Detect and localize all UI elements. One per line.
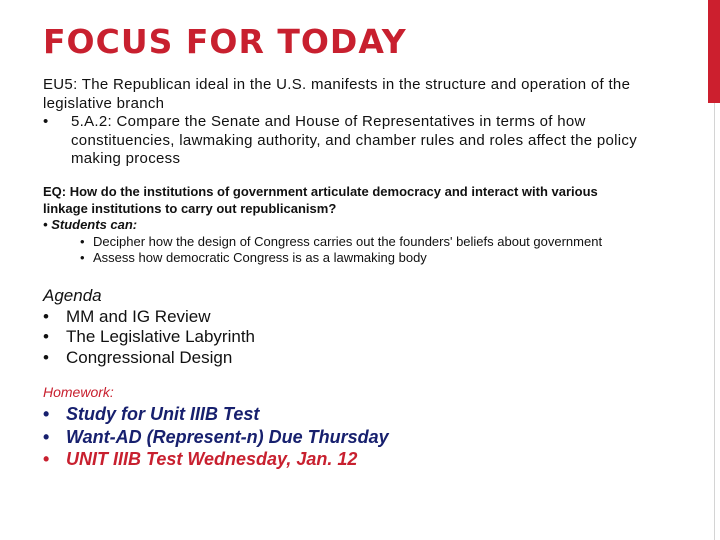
agenda-item [43, 327, 255, 348]
bullet-icon: • [43, 306, 49, 326]
agenda-item-text: The Legislative Labyrinth [66, 327, 256, 346]
eu-text: EU5: The Republican ideal in the U.S. manifests in the structure and operation of the legislative branch [43, 76, 631, 112]
objective-item [43, 234, 613, 251]
agenda-item-text: Congressional Design [66, 347, 233, 367]
agenda-item [43, 348, 255, 369]
homework-item [43, 426, 389, 449]
agenda-item [43, 307, 255, 328]
eq-question: EQ: How do the institutions of government articulate democracy and interact with various linkage institutions to carry out republicanism? [43, 184, 598, 216]
objective-text: Decipher how the design of Congress carries out the founders' beliefs about government [93, 233, 603, 249]
bullet-icon: • [43, 327, 49, 346]
objective-item [43, 250, 613, 267]
agenda [43, 286, 255, 368]
homework-item-text: Want-AD (Represent-n) Due Thursday [66, 426, 389, 447]
agenda-item-text: MM and IG Review [66, 306, 211, 326]
eu-bullet-text: 5.A.2: Compare the Senate and House of Representatives in terms of how constituencies, lawmaking authority, and chamber rules and roles affect the policy making process [71, 113, 637, 167]
bullet-icon: • [43, 347, 49, 367]
homework-item [43, 403, 389, 426]
bullet-icon: • [43, 217, 48, 232]
enduring-understanding [43, 76, 643, 169]
bullet-icon: • [43, 449, 50, 469]
students-can-label: Students can: [51, 217, 138, 232]
bullet-icon: • [43, 404, 50, 424]
bullet-icon: • [80, 250, 85, 265]
bullet-icon: • [43, 426, 50, 447]
agenda-heading: Agenda [43, 286, 102, 305]
accent-bar [708, 0, 720, 103]
right-divider-line [714, 103, 715, 540]
homework-item-text: Study for Unit IIIB Test [66, 404, 260, 424]
homework-list [43, 403, 389, 471]
bullet-icon: • [43, 113, 49, 130]
homework-heading: Homework: [43, 384, 114, 400]
bullet-icon: • [80, 233, 85, 249]
homework-item [43, 448, 389, 471]
slide-title: FOCUS FOR TODAY [43, 22, 407, 61]
eu-bullet-row [43, 113, 643, 169]
students-can-row [43, 217, 643, 234]
homework-item-text: UNIT IIIB Test Wednesday, Jan. 12 [66, 449, 358, 469]
objective-text: Assess how democratic Congress is as a lawmaking body [93, 250, 427, 265]
essential-question [43, 184, 643, 267]
